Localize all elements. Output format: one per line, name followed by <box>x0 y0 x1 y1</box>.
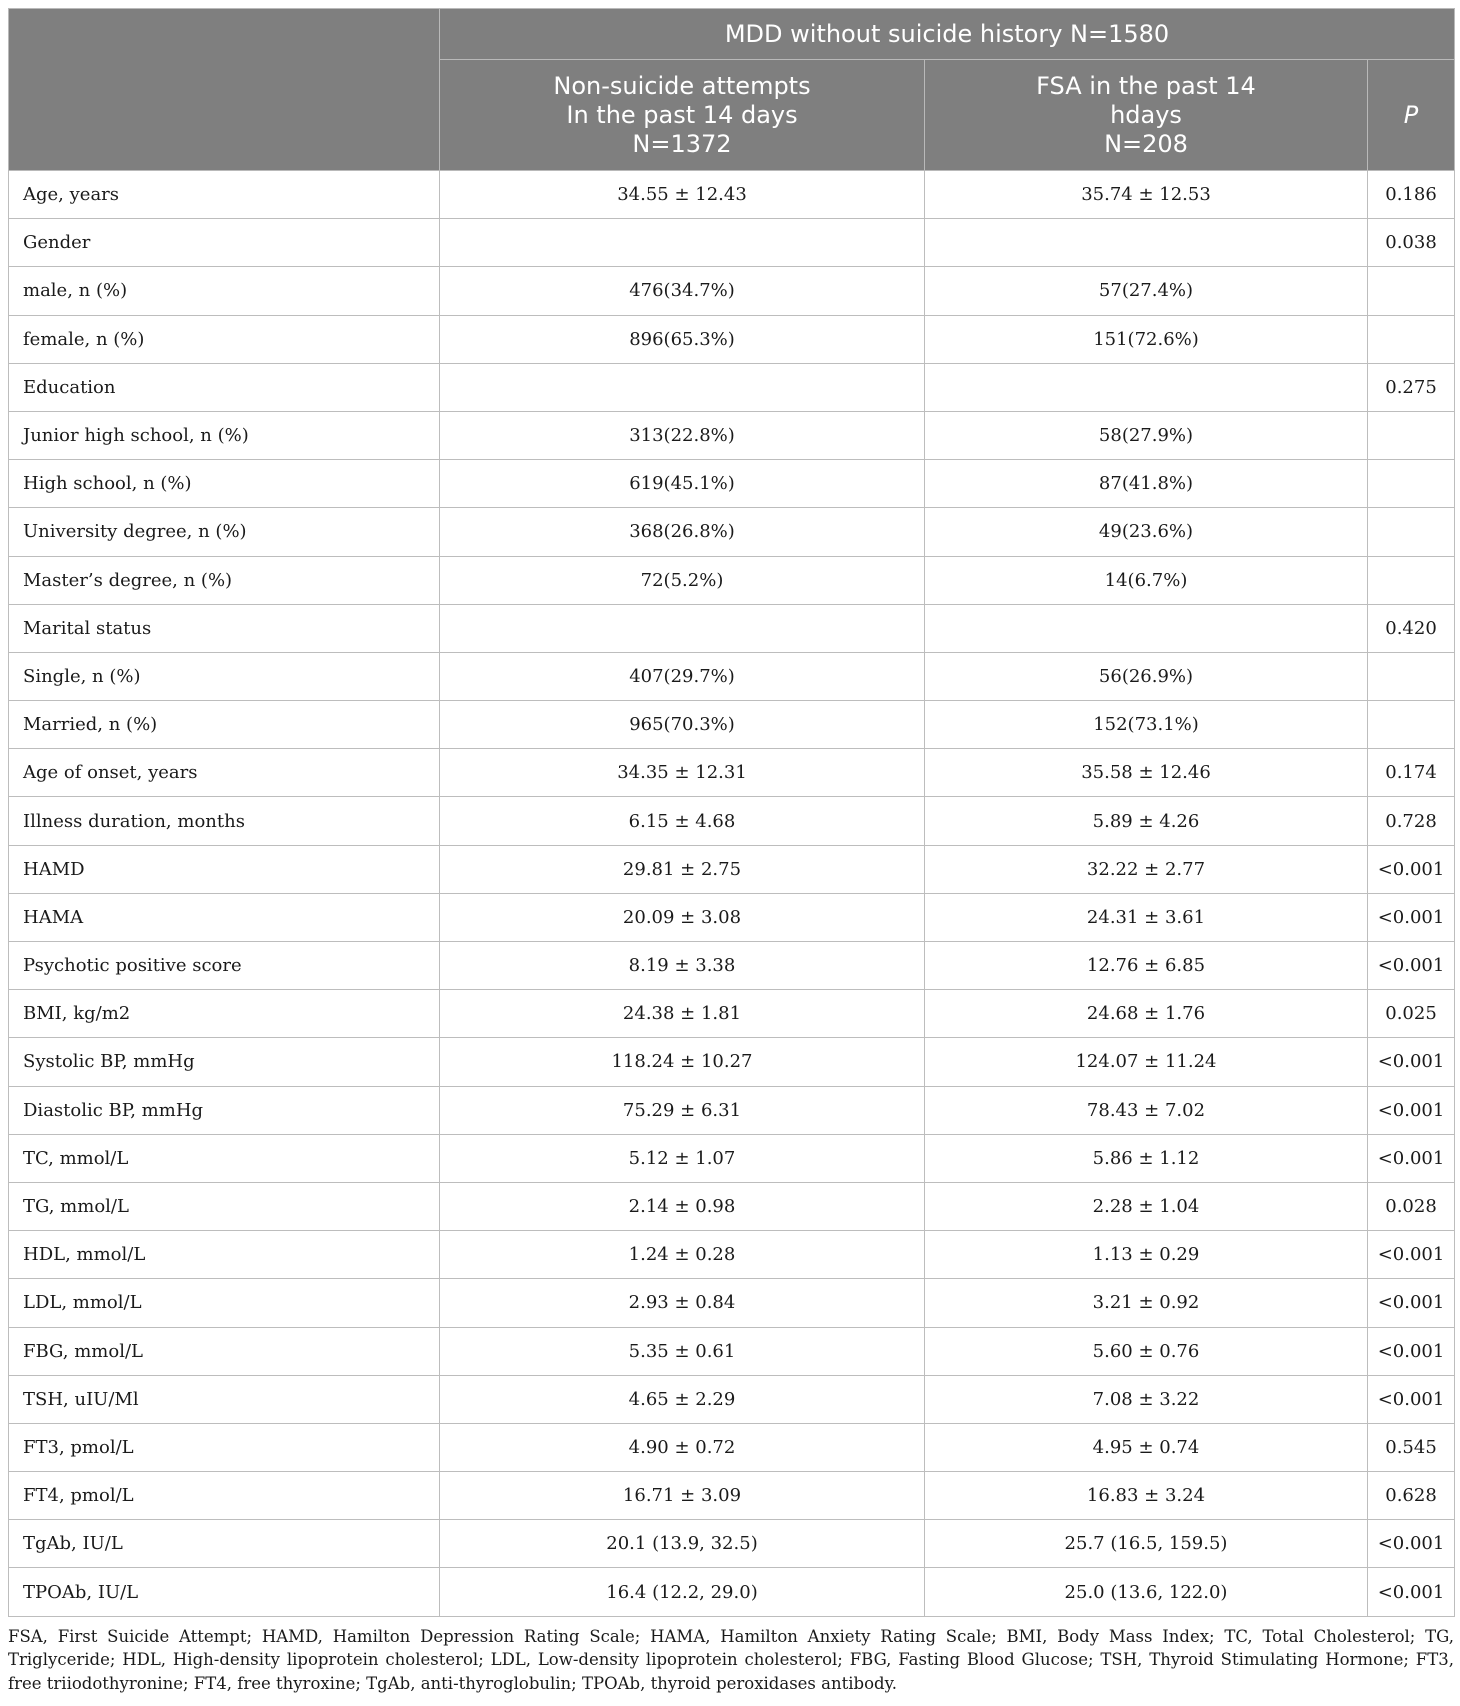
non-suicide-value: 8.19 ± 3.38 <box>440 942 925 990</box>
p-value: 0.186 <box>1368 171 1455 219</box>
table-row <box>9 556 1455 604</box>
p-value: <0.001 <box>1368 1568 1455 1616</box>
p-value: 0.628 <box>1368 1472 1455 1520</box>
row-label: FBG, mmol/L <box>9 1327 440 1375</box>
table-row <box>9 267 1455 315</box>
fsa-value: 1.13 ± 0.29 <box>925 1231 1368 1279</box>
data-table <box>8 8 1455 1617</box>
non-suicide-value: 75.29 ± 6.31 <box>440 1086 925 1134</box>
row-label: Systolic BP, mmHg <box>9 1038 440 1086</box>
p-value: <0.001 <box>1368 845 1455 893</box>
fsa-value: 35.58 ± 12.46 <box>925 749 1368 797</box>
fsa-value: 56(26.9%) <box>925 652 1368 700</box>
non-suicide-value: 313(22.8%) <box>440 411 925 459</box>
table-row <box>9 1568 1455 1616</box>
table-row <box>9 508 1455 556</box>
p-value: <0.001 <box>1368 1086 1455 1134</box>
row-label: Illness duration, months <box>9 797 440 845</box>
p-value: 0.028 <box>1368 1182 1455 1230</box>
p-value: <0.001 <box>1368 1327 1455 1375</box>
non-suicide-value: 118.24 ± 10.27 <box>440 1038 925 1086</box>
row-label: male, n (%) <box>9 267 440 315</box>
fsa-value <box>925 604 1368 652</box>
p-value: 0.728 <box>1368 797 1455 845</box>
p-value: <0.001 <box>1368 942 1455 990</box>
p-value <box>1368 267 1455 315</box>
row-label: BMI, kg/m2 <box>9 990 440 1038</box>
fsa-value: 32.22 ± 2.77 <box>925 845 1368 893</box>
row-label: Age of onset, years <box>9 749 440 797</box>
fsa-value: 5.89 ± 4.26 <box>925 797 1368 845</box>
non-suicide-value: 368(26.8%) <box>440 508 925 556</box>
table-row <box>9 990 1455 1038</box>
fsa-value: 35.74 ± 12.53 <box>925 171 1368 219</box>
table-row <box>9 1086 1455 1134</box>
non-suicide-value: 5.12 ± 1.07 <box>440 1134 925 1182</box>
table-row <box>9 942 1455 990</box>
table-row <box>9 411 1455 459</box>
table-row <box>9 652 1455 700</box>
row-label: University degree, n (%) <box>9 508 440 556</box>
p-value: 0.174 <box>1368 749 1455 797</box>
table-row <box>9 460 1455 508</box>
fsa-value: 16.83 ± 3.24 <box>925 1472 1368 1520</box>
fsa-value: 152(73.1%) <box>925 701 1368 749</box>
non-suicide-value: 6.15 ± 4.68 <box>440 797 925 845</box>
table-row <box>9 219 1455 267</box>
row-label: Single, n (%) <box>9 652 440 700</box>
p-value <box>1368 460 1455 508</box>
p-value: <0.001 <box>1368 1038 1455 1086</box>
header-non-suicide-column: Non-suicide attempts In the past 14 days N=1372 <box>440 60 925 171</box>
row-label: Age, years <box>9 171 440 219</box>
table-row <box>9 1182 1455 1230</box>
header-p-column: P <box>1368 60 1455 171</box>
p-value: <0.001 <box>1368 1375 1455 1423</box>
table-row <box>9 1520 1455 1568</box>
row-label: TgAb, IU/L <box>9 1520 440 1568</box>
row-label: Education <box>9 363 440 411</box>
fsa-value <box>925 219 1368 267</box>
non-suicide-value: 34.35 ± 12.31 <box>440 749 925 797</box>
p-value: <0.001 <box>1368 1231 1455 1279</box>
row-label: FT4, pmol/L <box>9 1472 440 1520</box>
group-title: MDD without suicide history N=1580 <box>440 9 1455 60</box>
row-label: TG, mmol/L <box>9 1182 440 1230</box>
fsa-value: 151(72.6%) <box>925 315 1368 363</box>
p-value: <0.001 <box>1368 893 1455 941</box>
row-label: Married, n (%) <box>9 701 440 749</box>
table-footnote: FSA, First Suicide Attempt; HAMD, Hamilton Depression Rating Scale; HAMA, Hamilton Anxiety Rating Scale; BMI, Body Mass Index; TC, Total Cholesterol; TG, Triglyceride; HDL, High-density lipoprotein cholesterol; LDL, Low-density lipoprotein cholesterol; FBG, Fasting Blood Glucose; TSH, Thyroid Stimulating Hormone; FT3, free triiodothyronine; FT4, free thyroxine; TgAb, anti-thyroglobulin; TPOAb, thyroid peroxidases antibody. <box>8 1626 1454 1693</box>
non-suicide-value: 619(45.1%) <box>440 460 925 508</box>
fsa-value: 7.08 ± 3.22 <box>925 1375 1368 1423</box>
table-row <box>9 1423 1455 1471</box>
row-label: Psychotic positive score <box>9 942 440 990</box>
non-suicide-value: 34.55 ± 12.43 <box>440 171 925 219</box>
table-row <box>9 171 1455 219</box>
row-label: HAMD <box>9 845 440 893</box>
row-label: Gender <box>9 219 440 267</box>
p-value <box>1368 556 1455 604</box>
table-row <box>9 749 1455 797</box>
fsa-value: 12.76 ± 6.85 <box>925 942 1368 990</box>
non-suicide-value: 2.14 ± 0.98 <box>440 1182 925 1230</box>
table-row <box>9 893 1455 941</box>
row-label: female, n (%) <box>9 315 440 363</box>
table-body <box>9 171 1455 1617</box>
row-label: Master’s degree, n (%) <box>9 556 440 604</box>
fsa-value: 14(6.7%) <box>925 556 1368 604</box>
fsa-value: 2.28 ± 1.04 <box>925 1182 1368 1230</box>
table-row <box>9 1375 1455 1423</box>
non-suicide-value: 16.4 (12.2, 29.0) <box>440 1568 925 1616</box>
p-value: <0.001 <box>1368 1134 1455 1182</box>
row-label: Diastolic BP, mmHg <box>9 1086 440 1134</box>
table-row <box>9 604 1455 652</box>
row-label: TPOAb, IU/L <box>9 1568 440 1616</box>
fsa-value: 57(27.4%) <box>925 267 1368 315</box>
row-label: LDL, mmol/L <box>9 1279 440 1327</box>
p-value: 0.025 <box>1368 990 1455 1038</box>
fsa-value: 25.7 (16.5, 159.5) <box>925 1520 1368 1568</box>
non-suicide-value <box>440 219 925 267</box>
table-row <box>9 1231 1455 1279</box>
p-value: 0.038 <box>1368 219 1455 267</box>
row-label: HAMA <box>9 893 440 941</box>
p-value: <0.001 <box>1368 1520 1455 1568</box>
fsa-value: 24.31 ± 3.61 <box>925 893 1368 941</box>
fsa-value: 5.60 ± 0.76 <box>925 1327 1368 1375</box>
p-value: <0.001 <box>1368 1279 1455 1327</box>
row-label: HDL, mmol/L <box>9 1231 440 1279</box>
non-suicide-value: 29.81 ± 2.75 <box>440 845 925 893</box>
fsa-value <box>925 363 1368 411</box>
non-suicide-value: 4.90 ± 0.72 <box>440 1423 925 1471</box>
p-value: 0.420 <box>1368 604 1455 652</box>
table-row <box>9 1038 1455 1086</box>
non-suicide-value: 1.24 ± 0.28 <box>440 1231 925 1279</box>
p-value <box>1368 411 1455 459</box>
non-suicide-value: 5.35 ± 0.61 <box>440 1327 925 1375</box>
row-label: Junior high school, n (%) <box>9 411 440 459</box>
header-fsa-column: FSA in the past 14 hdays N=208 <box>925 60 1368 171</box>
non-suicide-value <box>440 604 925 652</box>
table-row <box>9 363 1455 411</box>
non-suicide-value: 16.71 ± 3.09 <box>440 1472 925 1520</box>
row-label: TC, mmol/L <box>9 1134 440 1182</box>
table-row <box>9 701 1455 749</box>
p-value: 0.545 <box>1368 1423 1455 1471</box>
table-row <box>9 1279 1455 1327</box>
row-label: TSH, uIU/Ml <box>9 1375 440 1423</box>
table-row <box>9 1472 1455 1520</box>
non-suicide-value: 476(34.7%) <box>440 267 925 315</box>
p-value <box>1368 315 1455 363</box>
fsa-value: 25.0 (13.6, 122.0) <box>925 1568 1368 1616</box>
fsa-value: 5.86 ± 1.12 <box>925 1134 1368 1182</box>
table-row <box>9 315 1455 363</box>
fsa-value: 124.07 ± 11.24 <box>925 1038 1368 1086</box>
table-row <box>9 1134 1455 1182</box>
non-suicide-value: 2.93 ± 0.84 <box>440 1279 925 1327</box>
row-label: Marital status <box>9 604 440 652</box>
fsa-value: 58(27.9%) <box>925 411 1368 459</box>
non-suicide-value <box>440 363 925 411</box>
fsa-value: 78.43 ± 7.02 <box>925 1086 1368 1134</box>
fsa-value: 24.68 ± 1.76 <box>925 990 1368 1038</box>
fsa-value: 87(41.8%) <box>925 460 1368 508</box>
non-suicide-value: 20.1 (13.9, 32.5) <box>440 1520 925 1568</box>
table-header <box>9 9 1455 171</box>
p-value <box>1368 652 1455 700</box>
fsa-value: 3.21 ± 0.92 <box>925 1279 1368 1327</box>
fsa-value: 4.95 ± 0.74 <box>925 1423 1368 1471</box>
header-blank-cell <box>9 9 440 171</box>
row-label: FT3, pmol/L <box>9 1423 440 1471</box>
non-suicide-value: 24.38 ± 1.81 <box>440 990 925 1038</box>
table-row <box>9 797 1455 845</box>
p-value <box>1368 508 1455 556</box>
non-suicide-value: 72(5.2%) <box>440 556 925 604</box>
non-suicide-value: 20.09 ± 3.08 <box>440 893 925 941</box>
fsa-value: 49(23.6%) <box>925 508 1368 556</box>
non-suicide-value: 896(65.3%) <box>440 315 925 363</box>
row-label: High school, n (%) <box>9 460 440 508</box>
non-suicide-value: 4.65 ± 2.29 <box>440 1375 925 1423</box>
table-row <box>9 845 1455 893</box>
non-suicide-value: 407(29.7%) <box>440 652 925 700</box>
p-value: 0.275 <box>1368 363 1455 411</box>
table-row <box>9 1327 1455 1375</box>
non-suicide-value: 965(70.3%) <box>440 701 925 749</box>
p-value <box>1368 701 1455 749</box>
table-container <box>8 8 1454 1695</box>
